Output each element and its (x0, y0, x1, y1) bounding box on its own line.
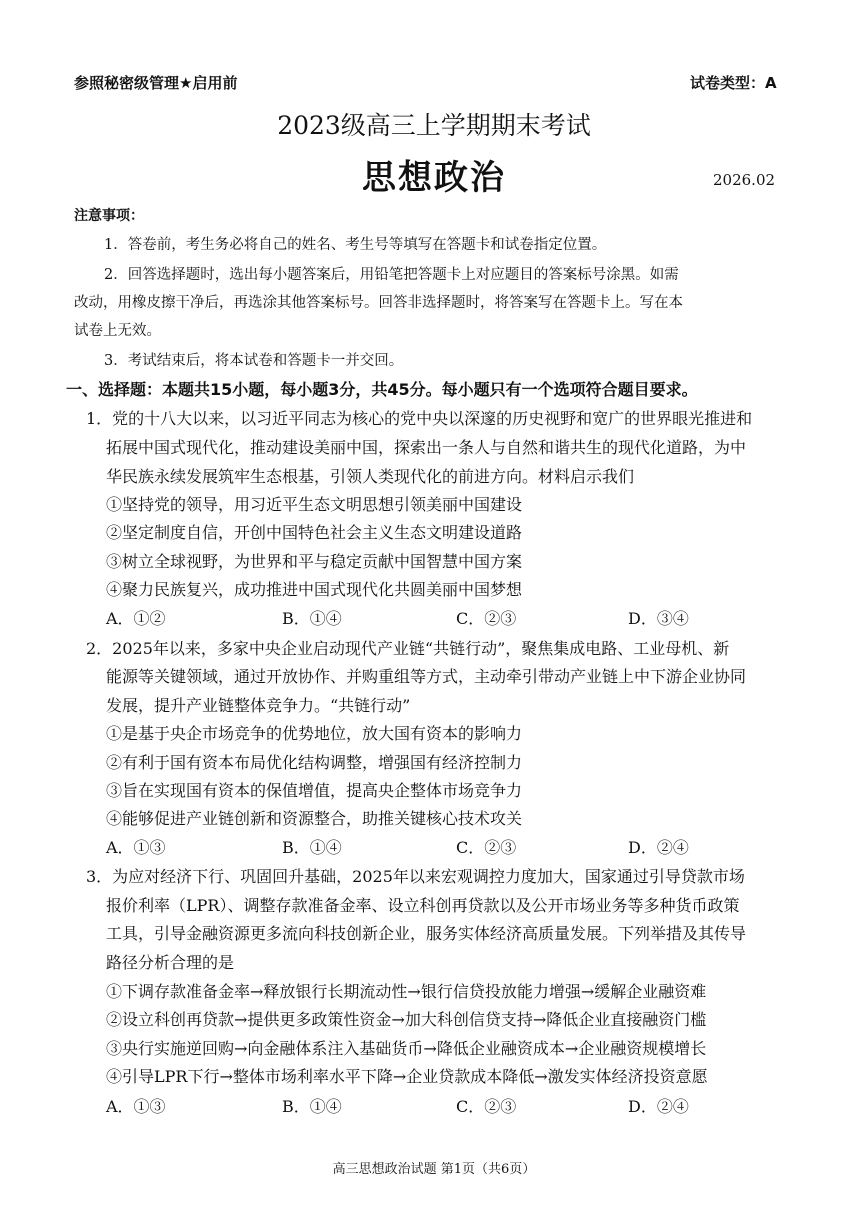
option-a[interactable]: A．①③ (106, 838, 166, 857)
question-stem-line: 3．为应对经济下行、巩固回升基础，2025年以来宏观调控力度加大，国家通过引导贷款市场 (86, 867, 745, 886)
page-footer: 高三思想政治试题 第1页（共6页） (332, 1162, 536, 1177)
question-item: ②坚定制度自信，开创中国特色社会主义生态文明建设道路 (106, 523, 523, 542)
option-d[interactable]: D．③④ (628, 609, 689, 628)
question-item: ①下调存款准备金率→释放银行长期流动性→银行信贷投放能力增强→缓解企业融资难 (106, 982, 707, 1001)
question-item: ③旨在实现国有资本的保值增值，提高央企整体市场竞争力 (106, 781, 523, 800)
section-heading: 一、选择题：本题共15小题，每小题3分，共45分。每小题只有一个选项符合题目要求。 (66, 380, 698, 399)
question-item: ③央行实施逆回购→向金融体系注入基础货币→降低企业融资成本→企业融资规模增长 (106, 1039, 707, 1058)
question-item: ①坚持党的领导，用习近平生态文明思想引领美丽中国建设 (106, 495, 523, 514)
option-c[interactable]: C．②③ (456, 838, 517, 857)
question-item: ①是基于央企市场竞争的优势地位，放大国有资本的影响力 (106, 724, 523, 743)
confidential-label: 参照秘密级管理★启用前 (74, 74, 238, 92)
notice-line: 3．考试结束后，将本试卷和答题卡一并交回。 (104, 353, 404, 369)
option-b[interactable]: B．①④ (282, 838, 342, 857)
notice-line: 改动，用橡皮擦干净后，再选涂其他答案标号。回答非选择题时，将答案写在答题卡上。写在本 (74, 295, 683, 311)
option-c[interactable]: C．②③ (456, 1097, 517, 1116)
question-stem-line: 路径分析合理的是 (106, 953, 235, 972)
question-stem-line: 2．2025年以来，多家中央企业启动现代产业链“共链行动”，聚焦集成电路、工业母机、新 (86, 639, 730, 658)
question-stem-line: 报价利率（LPR）、调整存款准备金率、设立科创再贷款以及公开市场业务等多种货币政策 (106, 896, 740, 915)
notice-line: 2．回答选择题时，选出每小题答案后，用铅笔把答题卡上对应题目的答案标号涂黑。如需 (104, 267, 679, 283)
option-a[interactable]: A．①② (106, 609, 166, 628)
notice-heading: 注意事项： (74, 208, 144, 224)
question-item: ④引导LPR下行→整体市场利率水平下降→企业贷款成本降低→激发实体经济投资意愿 (106, 1067, 708, 1086)
exam-date: 2026.02 (713, 171, 776, 189)
option-b[interactable]: B．①④ (282, 1097, 342, 1116)
option-a[interactable]: A．①③ (106, 1097, 166, 1116)
question-stem-line: 拓展中国式现代化，推动建设美丽中国，探索出一条人与自然和谐共生的现代化道路，为中 (106, 438, 747, 457)
question-stem-line: 能源等关键领域，通过开放协作、并购重组等方式，主动牵引带动产业链上中下游企业协同 (106, 667, 747, 686)
paper-type-label: 试卷类型：A (690, 74, 777, 92)
exam-title: 2023级高三上学期期末考试 (277, 111, 591, 140)
question-item: ④聚力民族复兴，成功推进中国式现代化共圆美丽中国梦想 (106, 580, 523, 599)
option-d[interactable]: D．②④ (628, 1097, 689, 1116)
question-item: ③树立全球视野，为世界和平与稳定贡献中国智慧中国方案 (106, 552, 523, 571)
option-c[interactable]: C．②③ (456, 609, 517, 628)
notice-line: 试卷上无效。 (74, 323, 161, 339)
question-stem-line: 发展，提升产业链整体竞争力。“共链行动” (106, 696, 411, 715)
question-stem-line: 工具，引导金融资源更多流向科技创新企业，服务实体经济高质量发展。下列举措及其传导 (106, 924, 747, 943)
question-item: ②设立科创再贷款→提供更多政策性资金→加大科创信贷支持→降低企业直接融资门槛 (106, 1010, 707, 1029)
question-stem-line: 华民族永续发展筑牢生态根基，引领人类现代化的前进方向。材料启示我们 (106, 467, 635, 486)
question-item: ④能够促进产业链创新和资源整合，助推关键核心技术攻关 (106, 809, 523, 828)
notice-line: 1．答卷前，考生务必将自己的姓名、考生号等填写在答题卡和试卷指定位置。 (104, 237, 607, 253)
question-stem-line: 1．党的十八大以来，以习近平同志为核心的党中央以深邃的历史视野和宽广的世界眼光推进和 (86, 409, 753, 428)
subject-title: 思想政治 (362, 158, 506, 198)
option-d[interactable]: D．②④ (628, 838, 689, 857)
question-item: ②有利于国有资本布局优化结构调整，增强国有经济控制力 (106, 753, 523, 772)
option-b[interactable]: B．①④ (282, 609, 342, 628)
